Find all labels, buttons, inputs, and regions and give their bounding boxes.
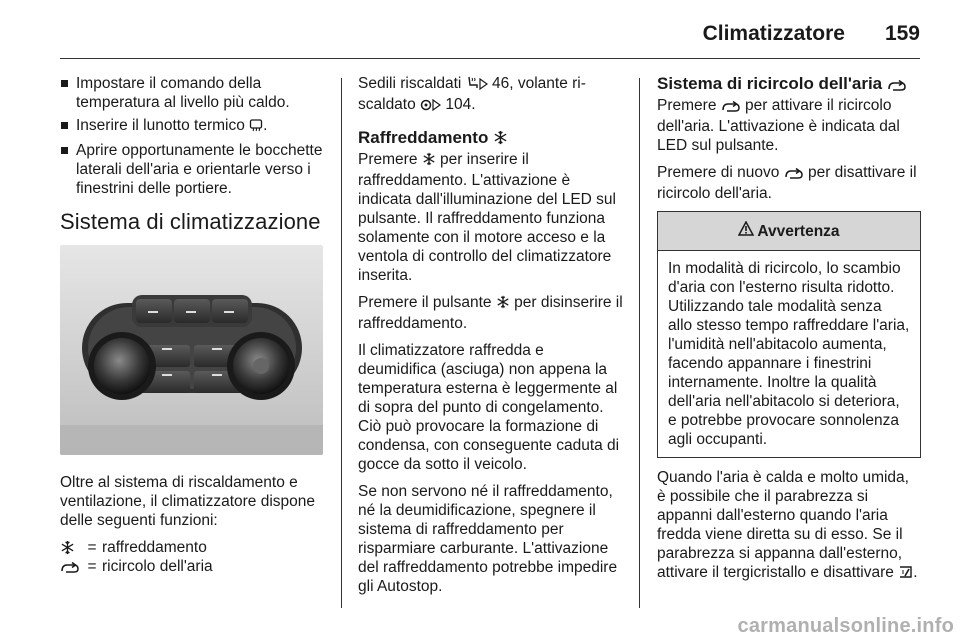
legend-item: = raffreddamento — [60, 538, 325, 557]
intro-paragraph: Oltre al sistema di riscaldamento e ventilazione, il climatizzatore dispone delle seguenti funzioni: — [60, 474, 316, 529]
climate-control-panel-photo — [60, 245, 323, 455]
heated-seat-icon — [466, 76, 479, 95]
body-paragraph: Premere per inserire il raffreddamento. L'attivazione è indicata dall'illuminazione del LED sul pulsante. Il raffreddamento funziona solamente con il motore acceso e la ventola di controllo del climatizzatore inserita. — [358, 151, 616, 284]
rear-defrost-icon — [249, 118, 263, 137]
body-paragraph: Premere di nuovo per disattivare il ricircolo dell'aria. — [657, 164, 917, 202]
column-2 — [358, 74, 624, 604]
recirculation-icon — [784, 165, 804, 184]
list-item: Inserire il lunotto termico . — [60, 116, 325, 137]
body-paragraph: Il climatizzatore raffredda e deumidifica (asciuga) non appena la temperatura esterna è leggermente al di sopra del punto di congelamento. Ciò può provocare la formazione di condensa, con conseguente caduta di gocce da sotto il veicolo. — [358, 342, 620, 473]
column-1 — [60, 74, 325, 576]
snowflake-icon — [60, 540, 82, 555]
snowflake-icon — [422, 152, 436, 171]
body-paragraph: Premere il pulsante per disinserire il raffreddamento. — [358, 294, 623, 332]
warning-title: Avvertenza — [658, 212, 920, 251]
list-item: Aprire opportunamente le bocchette laterali dell'aria e orientarle verso i finestrini delle portiere. — [60, 141, 325, 198]
page-reference-icon — [479, 76, 488, 95]
cross-reference-paragraph: Sedili riscaldati 46, volante ri- scaldato 104. — [358, 74, 624, 116]
warning-icon — [738, 221, 754, 241]
snowflake-icon — [493, 130, 508, 149]
recirculation-icon — [721, 98, 741, 117]
warning-body: In modalità di ricircolo, lo scambio d'aria con l'esterno risulta ridotto. Utilizzando tale modalità senza allo stesso tempo raffreddare l'aria, l'umidità nell'abitacolo aumenta, facendo appannare i finestrini internamente. Inoltre la qualità dell'aria nell'abitacolo si deteriora, e potrebbe provocare sonnolenza agli occupanti. — [668, 260, 910, 448]
recirculation-icon — [887, 76, 907, 95]
recirculation-icon — [60, 561, 82, 573]
warning-box — [657, 211, 921, 458]
page-title: Climatizzatore — [702, 22, 845, 45]
column-divider — [341, 78, 342, 608]
page-header — [60, 14, 920, 54]
page-reference-icon — [432, 97, 441, 116]
body-paragraph: Quando l'aria è calda e molto umida, è possibile che il parabrezza si appanni dall'esterno quando l'aria fredda viene diretta su di esso. Se il parabrezza si appanna dall'esterno, attivare il tergicristallo e disattivare . — [657, 468, 921, 584]
list-item: Impostare il comando della temperatura al livello più caldo. — [60, 74, 325, 112]
header-divider — [60, 58, 920, 59]
legend-item: = ricircolo dell'aria — [60, 557, 325, 576]
watermark: carmanualsonline.info — [737, 615, 954, 637]
column-divider — [639, 78, 640, 608]
section-heading: Sistema di ricircolo dell'aria — [657, 74, 921, 95]
page-number: 159 — [884, 22, 920, 45]
snowflake-icon — [496, 295, 510, 314]
heated-steering-wheel-icon — [420, 97, 432, 116]
bullet-list — [60, 74, 325, 198]
rear-wiper-icon — [898, 565, 913, 584]
column-3 — [657, 74, 921, 592]
section-title: Sistema di climatizzazione — [60, 209, 321, 234]
section-heading: Raffreddamento — [358, 128, 624, 149]
body-paragraph: Se non servono né il raffreddamento, né la deumidificazione, spegnere il sistema di raffreddamento per risparmiare carburante. L'attivazione del raffreddamento potrebbe impedire gli Autostop. — [358, 483, 618, 595]
body-paragraph: Premere per attivare il ricircolo dell'aria. L'attivazione è indicata dal LED sul pulsante. — [657, 97, 900, 154]
